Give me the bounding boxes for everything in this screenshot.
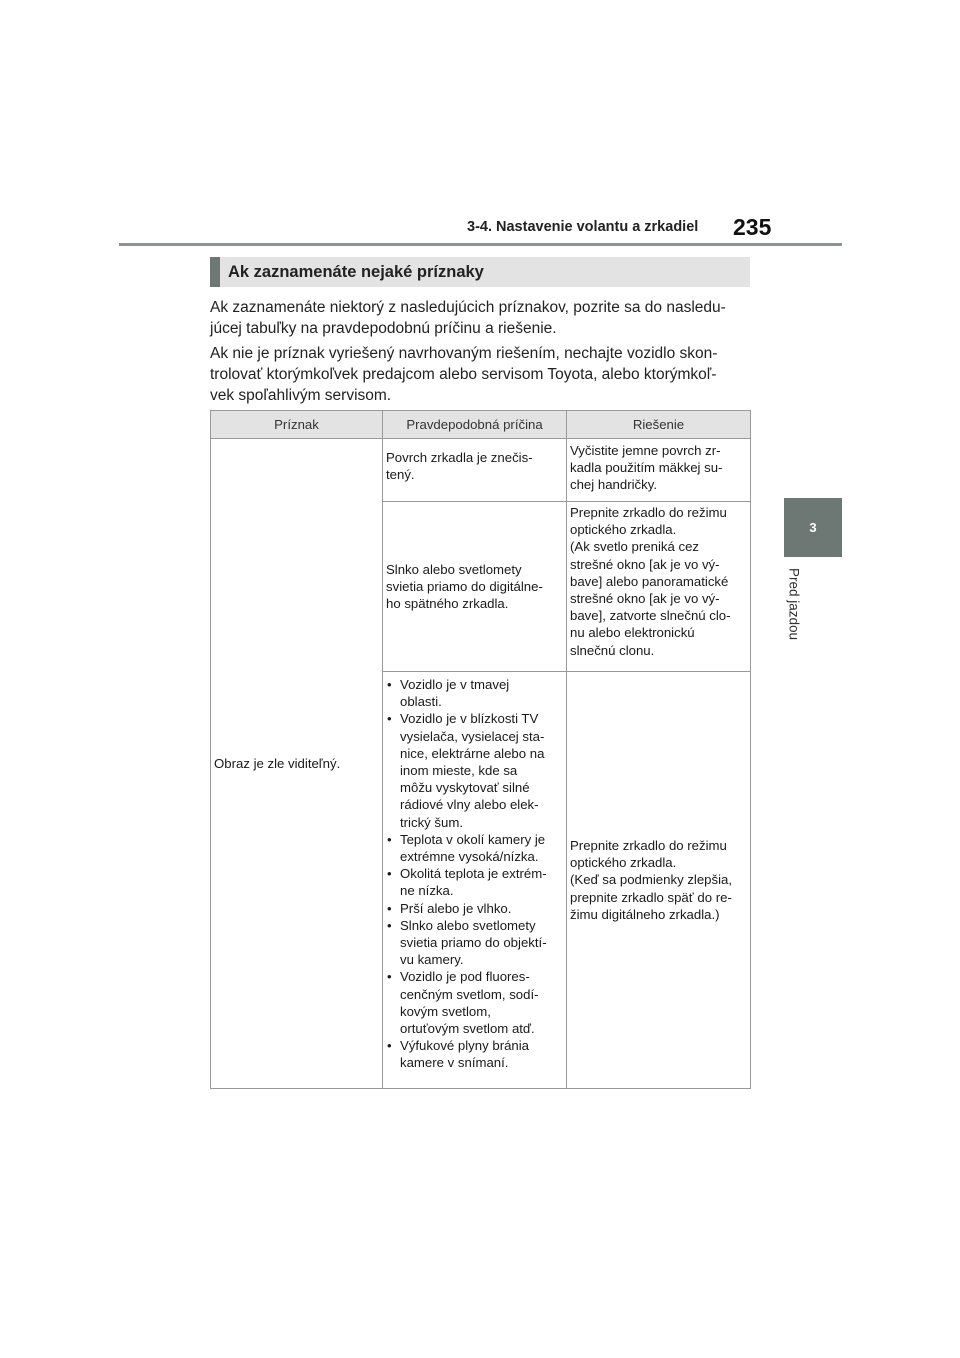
solution-text: Prepnite zrkadlo do režimu optického zrkadla. (Keď sa podmienky zlepšia, prepnite zrkadlo späť do re- žimu digitálneho zrkadla.) [570, 837, 733, 922]
cause-cell [383, 439, 567, 502]
cause-text: Povrch zrkadla je znečis- tený. [386, 450, 533, 483]
chapter-tab-number: 3 [809, 520, 817, 535]
table-row [211, 439, 751, 502]
solution-text: Prepnite zrkadlo do režimu optického zrkadla. (Ak svetlo preniká cez strešné okno [ak je vo vý- bave] alebo panoramatické strešné okno [ak je vo vý- bave], zatvorte slnečnú clo- nu alebo elektronickú slnečnú clonu. [570, 505, 731, 658]
list-item: • Okolitá teplota je extrém- ne nízka. [387, 866, 547, 899]
solution-cell [567, 439, 751, 502]
intro-paragraph: Ak zaznamenáte niektorý z nasledujúcich príznakov, pozrite sa do nasledu- júcej tabuľky na pravdepodobnú príčinu a riešenie. [210, 299, 726, 337]
list-item: • Vozidlo je v tmavej oblasti. [387, 677, 510, 710]
solution-text: Vyčistite jemne povrch zr- kadla použitím mäkkej su- chej handričky. [570, 443, 723, 493]
chapter-tab-label: Pred jazdou [786, 568, 802, 641]
list-item: • Vozidlo je pod fluores- cenčným svetlom, sodí- kovým svetlom, ortuťovým svetlom atď. [387, 969, 539, 1037]
symptom-text: Obraz je zle viditeľný. [214, 755, 341, 771]
page-number: 235 [733, 214, 772, 240]
chapter-section-title: 3-4. Nastavenie volantu a zrkadiel [467, 219, 699, 235]
list-item: • Teplota v okolí kamery je extrémne vysoká/nízka. [387, 831, 546, 865]
section-heading-text: Ak zaznamenáte nejaké príznaky [228, 262, 484, 281]
list-item: • Prší alebo je vlhko. [387, 900, 512, 916]
symptom-cell [211, 439, 383, 1089]
table-header-row [211, 411, 751, 439]
cause-cell [383, 672, 567, 1089]
solution-cell [567, 672, 751, 1089]
header-divider [119, 243, 842, 246]
cause-cell [383, 502, 567, 672]
section-heading [210, 257, 750, 287]
list-item: • Slnko alebo svetlomety svietia priamo do objektí- vu kamery. [387, 917, 547, 968]
list-item: • Vozidlo je v blízkosti TV vysielača, vysielacej sta- nice, elektrárne alebo na inom mieste, kde sa môžu vyskytovať silné rádiové vlny alebo elek- trický šum. [387, 711, 545, 830]
column-header-cause: Pravdepodobná príčina [383, 411, 567, 439]
cause-list [386, 676, 564, 1072]
cause-text: Slnko alebo svetlomety svietia priamo do digitálne- ho spätného zrkadla. [386, 561, 543, 612]
symptom-table [210, 410, 751, 1089]
chapter-tab[interactable] [784, 498, 842, 557]
service-paragraph: Ak nie je príznak vyriešený navrhovaným riešením, nechajte vozidlo skon- trolovať ktorýmkoľvek predajcom alebo servisom Toyota, alebo ktorýmkoľ- vek spoľahlivým servisom. [210, 345, 718, 404]
list-item: • Výfukové plyny bránia kamere v snímaní. [387, 1038, 530, 1071]
solution-cell [567, 502, 751, 672]
column-header-solution: Riešenie [567, 411, 751, 439]
column-header-symptom: Príznak [211, 411, 383, 439]
